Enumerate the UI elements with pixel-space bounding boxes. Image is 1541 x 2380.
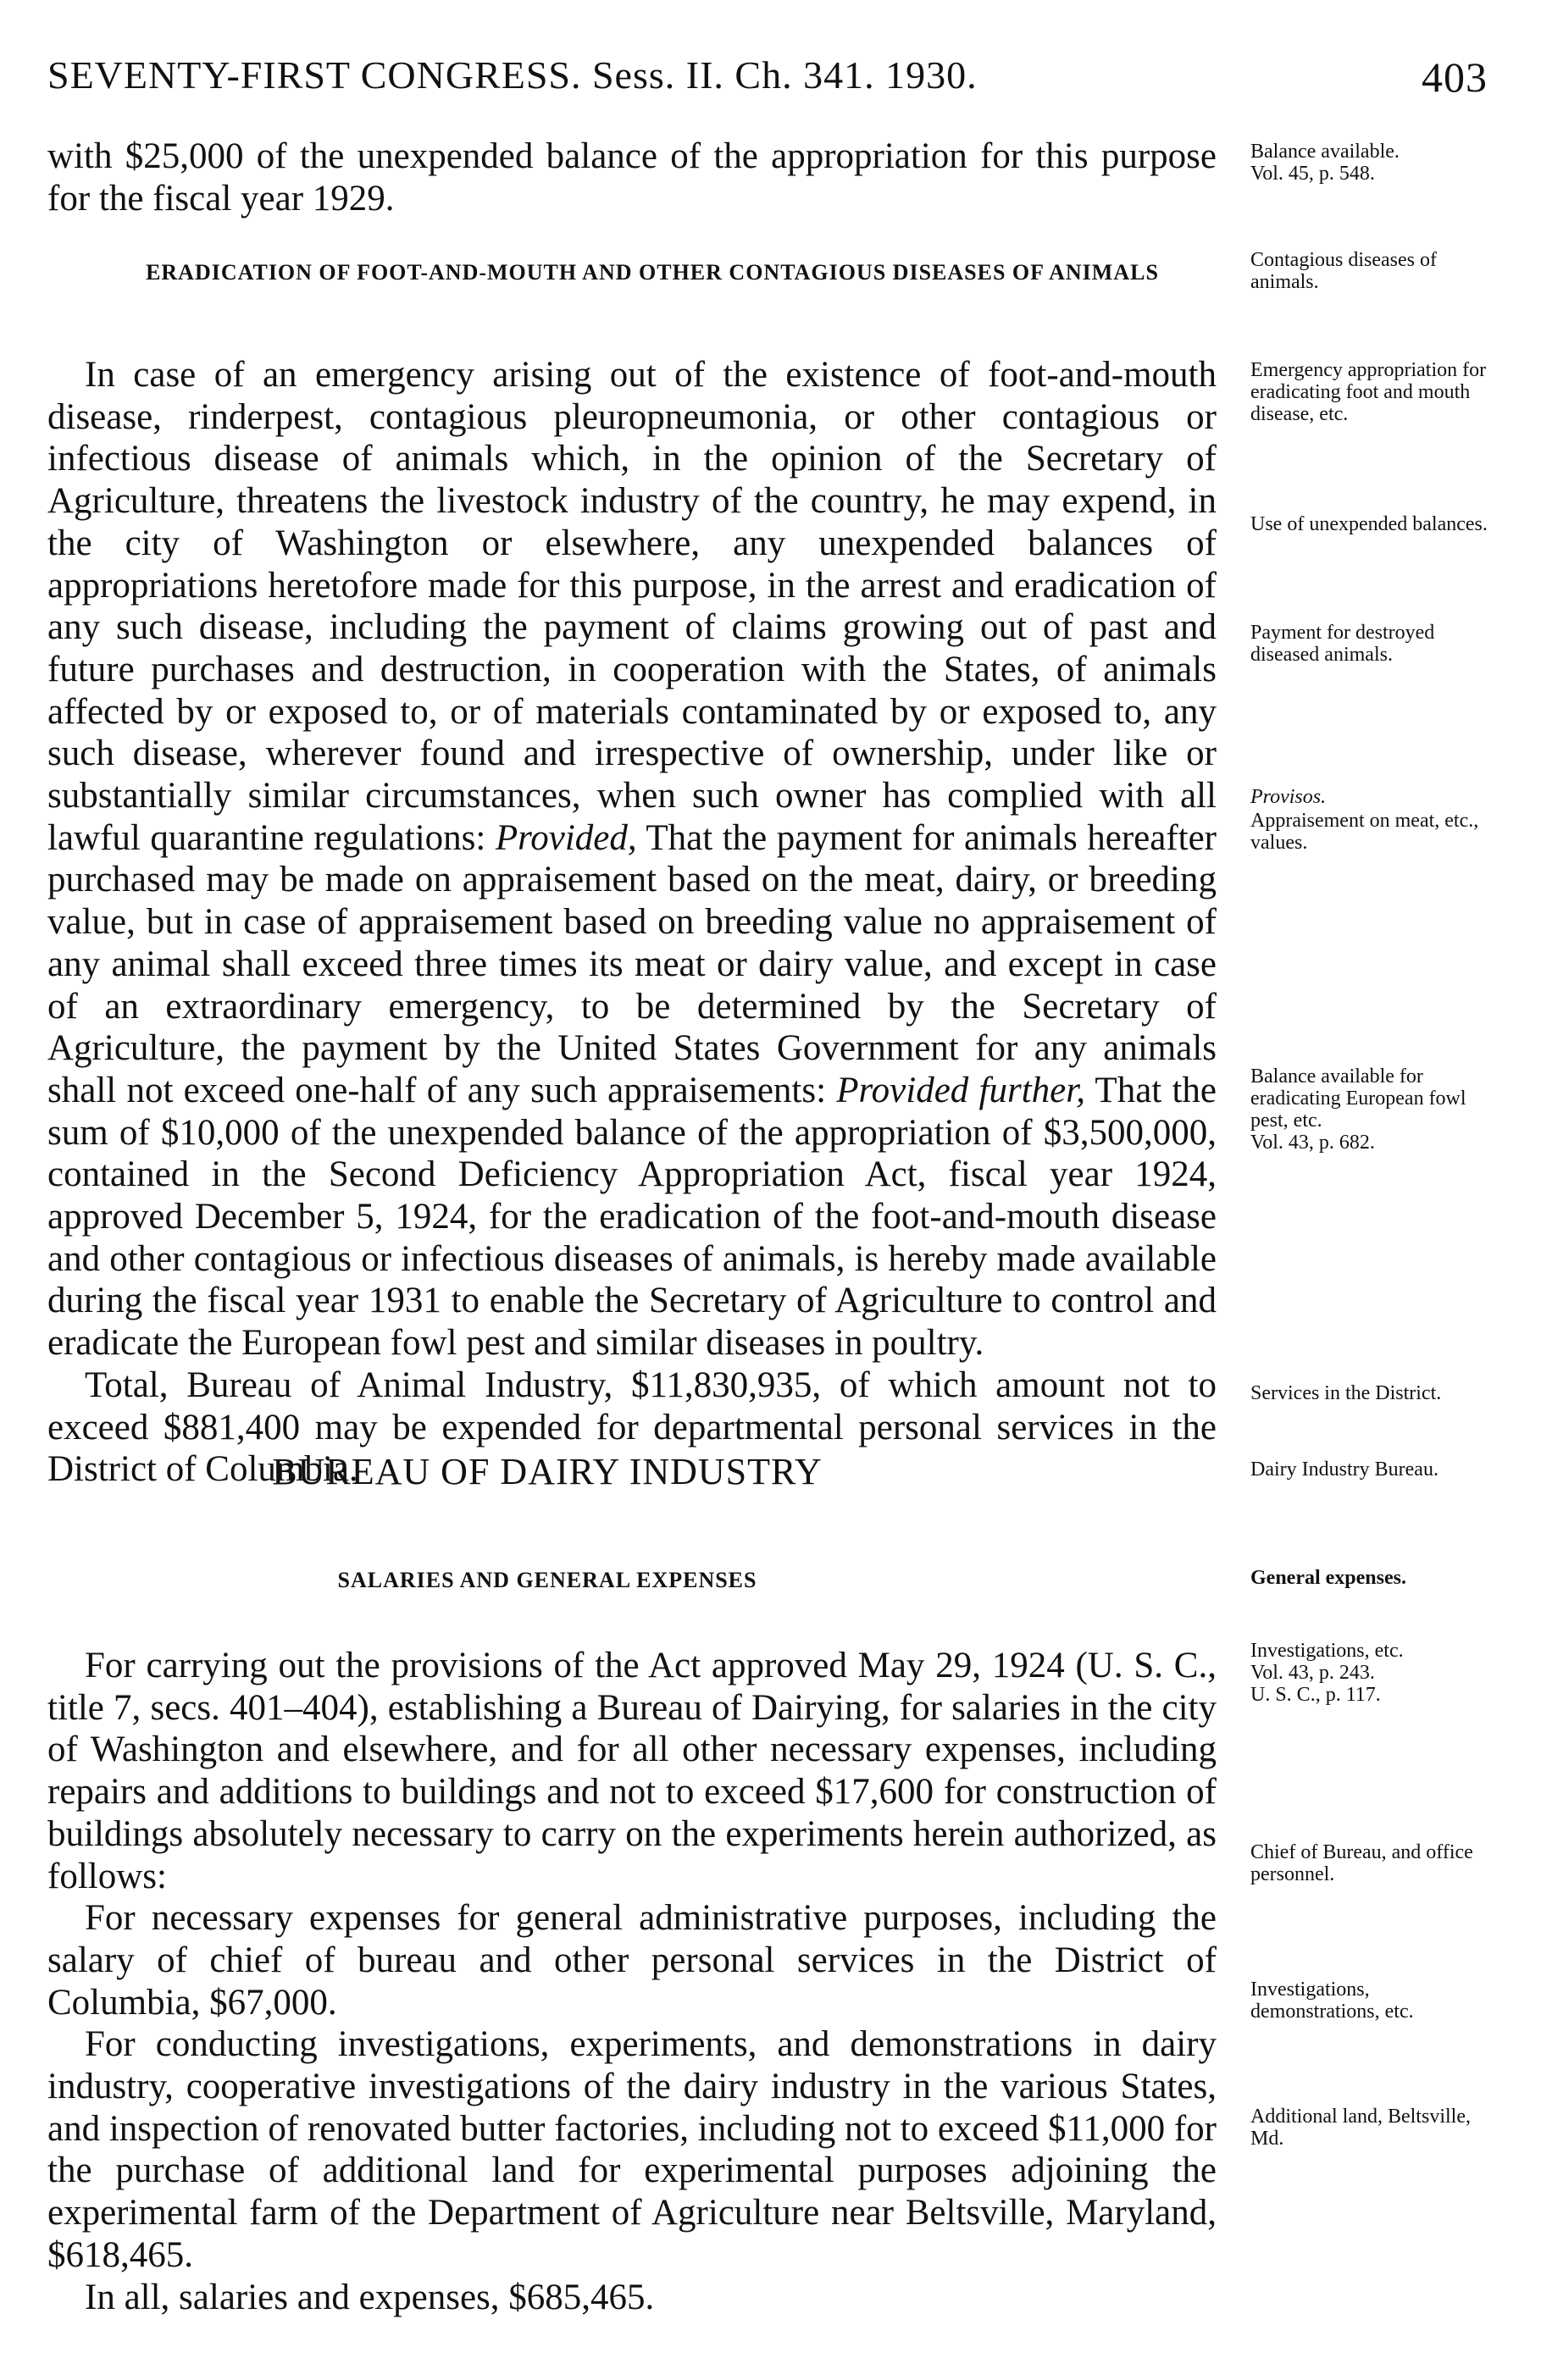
proviso-2: Provided further, bbox=[836, 1070, 1085, 1110]
heading-eradication: ERADICATION OF FOOT-AND-MOUTH AND OTHER CONTAGIOUS DISEASES OF ANIMALS bbox=[146, 260, 1159, 285]
margin-note-payment: Payment for destroyed diseased animals. bbox=[1250, 622, 1435, 666]
paragraph-emergency bbox=[47, 354, 1217, 1491]
paragraph-emergency-text bbox=[47, 354, 1217, 1364]
margin-note-contagious: Contagious diseases of animals. bbox=[1250, 249, 1437, 293]
page-number: 403 bbox=[1422, 53, 1488, 101]
paragraph-in-all: In all, salaries and expenses, $685,465. bbox=[85, 2277, 655, 2317]
paragraph-total: Total, Bureau of Animal Industry, $11,830,935, of which amount not to exceed $881,400 may be expended for departmental personal services in the District of Columbia. bbox=[47, 1364, 1217, 1490]
paragraph-emergency-part-2: That the payment for animals hereafter purchased may be made on appraisement based on the meat, dairy, or breeding value, but in case of appraisement based on breeding value no appraisement of any animal shall exceed three times its meat or dairy value, and except in case of an extraordinary emergency, to be determined by the Secretary of Agriculture, the payment by the United States Government for any animals shall not exceed one-half of any such appraisements: bbox=[47, 817, 1217, 1110]
paragraph-investigations: For conducting investigations, experiments, and demonstrations in dairy industry, cooperative investigations of the dairy industry in the various States, and inspection of renovated butter factories, including not to exceed $11,000 for the purchase of additional land for experimental purposes adjoining the experimental farm of the Department of Agriculture near Beltsville, Maryland, $618,465. bbox=[47, 2024, 1217, 2275]
paragraph-balance bbox=[47, 136, 1217, 219]
paragraph-admin-expenses: For necessary expenses for general administrative purposes, including the salary of chief of bureau and other personal services in the District of Columbia, $67,000. bbox=[47, 1898, 1217, 2023]
margin-note-additional-land: Additional land, Beltsville, Md. bbox=[1250, 2106, 1471, 2150]
paragraph-balance-text: with $25,000 of the unexpended balance of the appropriation for this purpose for the fiscal year 1929. bbox=[47, 136, 1217, 219]
paragraph-emergency-part-3: That the sum of $10,000 of the unexpended balance of the appropriation of $3,500,000, contained in the Second Deficiency Appropriation Act, fiscal year 1924, approved December 5, 1924, for the eradication of the foot-and-mouth disease and other contagious or infectious diseases of animals, is hereby made available during the fiscal year 1931 to enable the Secretary of Agriculture to control and eradicate the European fowl pest and similar diseases in poultry. bbox=[47, 1070, 1217, 1364]
margin-note-demonstrations: Investigations, demonstrations, etc. bbox=[1250, 1979, 1414, 2023]
dairy-paragraphs bbox=[47, 1645, 1217, 2318]
margin-note-services: Services in the District. bbox=[1250, 1382, 1442, 1404]
margin-note-chief: Chief of Bureau, and office personnel. bbox=[1250, 1841, 1473, 1885]
heading-salaries: SALARIES AND GENERAL EXPENSES bbox=[337, 1568, 757, 1592]
paragraph-dairy-act: For carrying out the provisions of the Act approved May 29, 1924 (U. S. C., title 7, secs. 401–404), establishing a Bureau of Dairying, for salaries in the city of Washington and elsewhere, and for all other necessary expenses, including repairs and additions to buildings and not to exceed $17,600 for construction of buildings absolutely necessary to carry on the experiments herein authorized, as follows: bbox=[47, 1646, 1217, 1896]
margin-note-balance: Balance available. Vol. 45, p. 548. bbox=[1250, 141, 1400, 185]
running-head bbox=[47, 53, 1488, 103]
paragraph-emergency-part-1: In case of an emergency arising out of the existence of foot-and-mouth disease, rinderpest, contagious pleuropneumonia, or other contagious or infectious disease of animals which, in the opinion of the Secretary of Agriculture, threatens the livestock industry of the country, he may expend, in the city of Washington or elsewhere, any unexpended balances of appropriations heretofore made for this purpose, in the arrest and eradication of any such disease, including the payment of claims growing out of past and future purchases and destruction, in cooperation with the States, of animals affected by or exposed to, or of materials contaminated by or exposed to, any such disease, wherever found and irrespective of ownership, under like or substantially similar circumstances, when such owner has complied with all lawful quarantine regulations: bbox=[47, 355, 1217, 858]
running-head-title: SEVENTY-FIRST CONGRESS. Sess. II. Ch. 341. 1930. bbox=[47, 53, 978, 97]
margin-note-provisos: Provisos. bbox=[1250, 786, 1327, 808]
margin-note-fowl-pest: Balance available for eradicating European fowl pest, etc. Vol. 43, p. 682. bbox=[1250, 1065, 1466, 1154]
margin-note-investigations: Investigations, etc. Vol. 43, p. 243. U. S. C., p. 117. bbox=[1250, 1640, 1404, 1706]
proviso-1: Provided, bbox=[495, 817, 637, 858]
margin-note-general-expenses: General expenses. bbox=[1250, 1567, 1406, 1589]
heading-bureau-dairy: BUREAU OF DAIRY INDUSTRY bbox=[272, 1451, 823, 1492]
margin-note-appraisement: Appraisement on meat, etc., values. bbox=[1250, 810, 1479, 854]
margin-note-dairy-bureau: Dairy Industry Bureau. bbox=[1250, 1458, 1438, 1481]
margin-note-emergency: Emergency appropriation for eradicating foot and mouth disease, etc. bbox=[1250, 359, 1487, 425]
margin-note-unexpended: Use of unexpended balances. bbox=[1250, 513, 1488, 535]
